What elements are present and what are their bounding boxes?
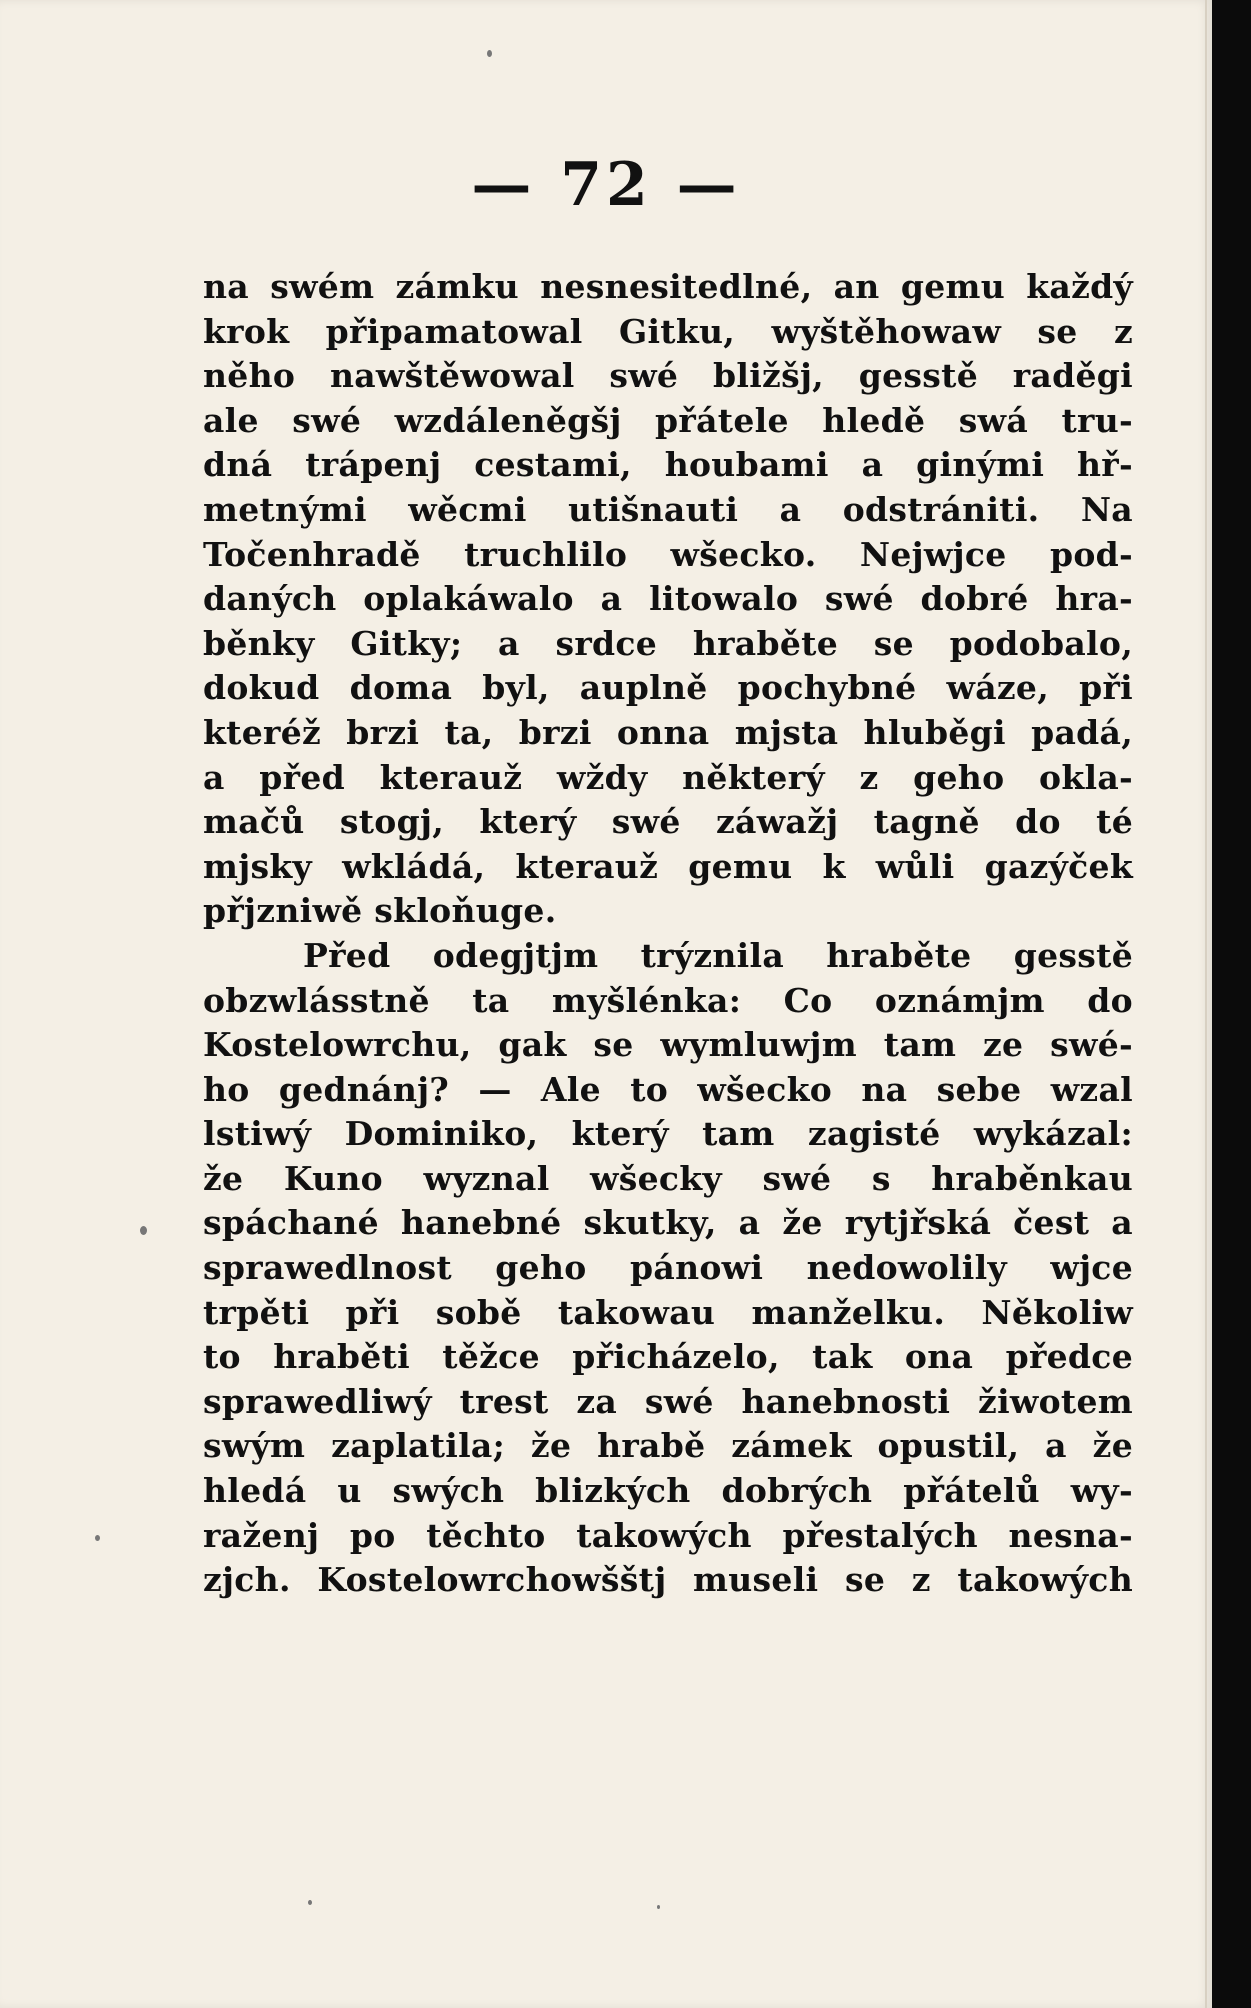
text-line: ale swé wzdáleněgšj přátele hledě swá tru- <box>203 400 1133 440</box>
body-text <box>203 265 1133 1603</box>
text-line: swým zaplatila; že hrabě zámek opustil, a že <box>203 1426 1133 1466</box>
text-line: dokud doma byl, auplně pochybné wáze, při <box>203 668 1133 708</box>
text-line: Kostelowrchu, gak se wymluwjm tam ze swé- <box>203 1025 1133 1065</box>
text-line: mačů stogj, který swé záwažj tagně do té <box>203 802 1133 842</box>
text-line: lstiwý Dominiko, který tam zagisté wykázal: <box>203 1114 1133 1154</box>
text-line: ho gednánj? — Ale to wšecko na sebe wzal <box>203 1069 1133 1109</box>
text-line: mjsky wkládá, kterauž gemu k wůli gazýček <box>203 846 1133 886</box>
paragraph-start-line: Před odegjtjm trýznila hraběte gesstě <box>303 935 1133 975</box>
text-line: sprawedliwý trest za swé hanebnosti žiwotem <box>203 1381 1133 1421</box>
text-line: Točenhradě truchlilo wšecko. Nejwjce pod- <box>203 534 1133 574</box>
text-line: sprawedlnost geho pánowi nedowolily wjce <box>203 1248 1133 1288</box>
text-line: něho nawštěwowal swé bližšj, gesstě raděgi <box>203 356 1133 396</box>
text-line: běnky Gitky; a srdce hraběte se podobalo, <box>203 623 1133 663</box>
text-line: krok připamatowal Gitku, wyštěhowaw se z <box>203 311 1133 351</box>
page-number: — 72 — <box>471 150 741 220</box>
ink-speck <box>140 1226 147 1235</box>
text-line: na swém zámku nesnesitedlné, an gemu každý <box>203 267 1133 306</box>
text-line: spáchané hanebné skutky, a že rytjřská čest a <box>203 1203 1133 1243</box>
text-line: metnými wěcmi utišnauti a odstrániti. Na <box>203 489 1133 529</box>
text-line: hledá u swých blizkých dobrých přátelů wy- <box>203 1471 1133 1511</box>
text-line: kteréž brzi ta, brzi onna mjsta hluběgi padá, <box>203 712 1133 752</box>
text-line: daných oplakáwalo a litowalo swé dobré hra- <box>203 579 1133 619</box>
text-line: obzwlásstně ta myšlénka: Co oznámjm do <box>203 980 1133 1020</box>
ink-speck <box>308 1900 312 1905</box>
ink-speck <box>657 1905 660 1909</box>
text-line: raženj po těchto takowých přestalých nesna- <box>203 1515 1133 1555</box>
text-line: to hraběti těžce přicházelo, tak ona předce <box>203 1337 1133 1377</box>
text-line: trpěti při sobě takowau manželku. Několiw <box>203 1292 1133 1332</box>
text-line: a před kterauž wždy některý z geho okla- <box>203 757 1133 797</box>
text-line: zjch. Kostelowrchowšštj museli se z takowých <box>203 1560 1133 1600</box>
text-line: dná trápenj cestami, houbami a ginými hř- <box>203 445 1133 485</box>
text-line: přjzniwě skloňuge. <box>203 891 557 931</box>
text-line: že Kuno wyznal wšecky swé s hraběnkau <box>203 1158 1133 1198</box>
ink-speck <box>487 50 492 57</box>
page-edge <box>1205 0 1207 2008</box>
ink-speck <box>95 1535 100 1541</box>
